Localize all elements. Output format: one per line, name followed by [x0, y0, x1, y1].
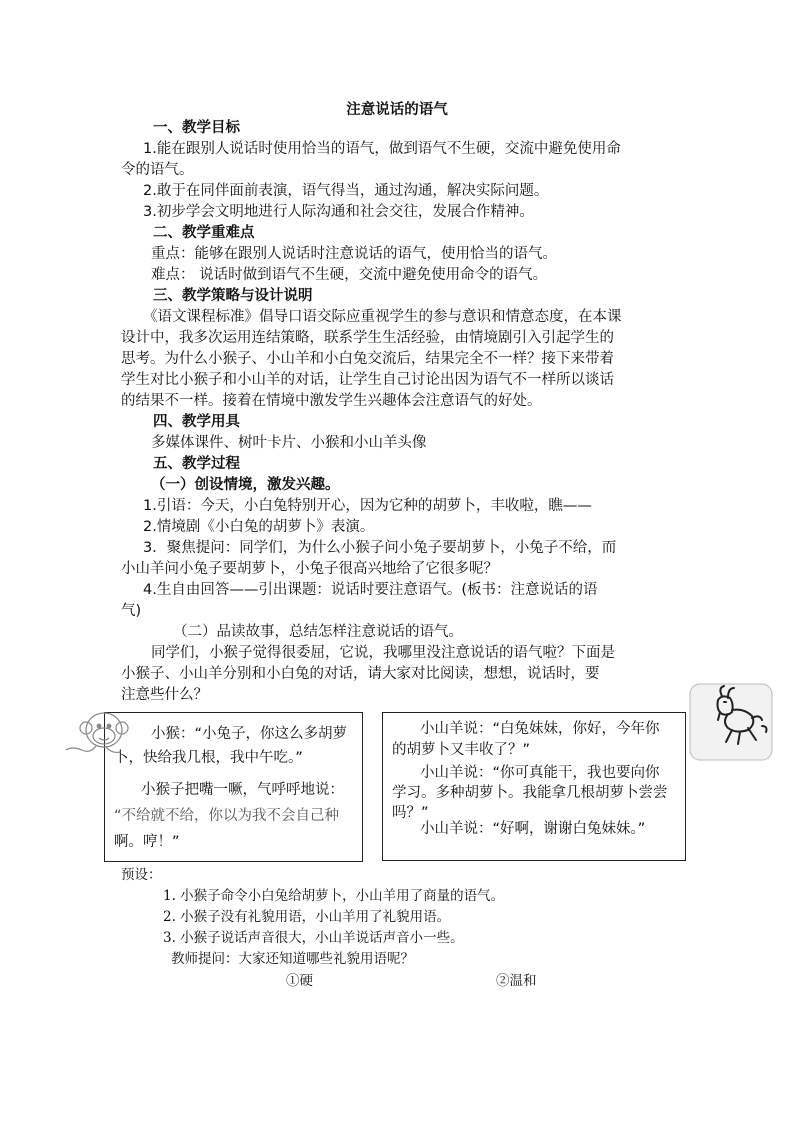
answer-option: ②温和	[496, 973, 537, 989]
process-line: 1.引语：今天，小白兔特别开心，因为它种的胡萝卜，丰收啦，瞧——	[143, 498, 592, 514]
strategy-line: 《语文课程标准》倡导口语交际应重视学生的参与意识和情意态度，在本课	[143, 309, 622, 325]
strategy-line: 设计中，我多次运用连结策略，联系学生生活经验，由情境剧引入引起学生的	[121, 330, 614, 346]
monkey-dialogue-line: 小猴：“小兔子，你这么多胡萝	[151, 726, 348, 742]
process-line: 小山羊问小兔子要胡萝卜，小兔子很高兴地给了它很多呢？	[121, 561, 498, 577]
monkey-head-icon	[62, 706, 140, 758]
preset-item: 1. 小猴子命令小白兔给胡萝卜，小山羊用了商量的语气。	[163, 888, 505, 904]
process-line: 小猴子、小山羊分别和小白兔的对话，请大家对比阅读，想想，说话时，要	[121, 666, 600, 682]
process-part1-heading: （一）创设情境，激发兴趣。	[151, 477, 340, 493]
section-heading-strategy: 三、教学策略与设计说明	[153, 288, 313, 304]
section-heading-materials: 四、教学用具	[153, 414, 240, 430]
goat-dialogue-line: 小山羊说：“白兔妹妹，你好，今年你	[420, 721, 660, 737]
process-line: 2.情境剧《小白兔的胡萝卜》表演。	[143, 519, 375, 535]
process-line: 3．聚焦提问：同学们，为什么小猴子问小兔子要胡萝卜，小兔子不给，而	[143, 540, 617, 556]
key-point-line: 重点：能够在跟别人说话时注意说话的语气，使用恰当的语气。	[151, 246, 557, 262]
strategy-line: 的结果不一样。接着在情境中激发学生兴趣体会注意语气的好处。	[121, 393, 542, 409]
monkey-dialogue-line: 小猴子把嘴一噘，气呼呼地说：	[141, 782, 344, 798]
page-title: 注意说话的语气	[346, 102, 448, 118]
section-heading-key-points: 二、教学重难点	[153, 225, 255, 241]
preset-label: 预设：	[121, 867, 162, 883]
section-heading-process: 五、教学过程	[153, 456, 240, 472]
goat-dialogue-line: 学习。多种胡萝卜。我能拿几根胡萝卜尝尝	[392, 785, 668, 801]
teacher-question: 教师提问：大家还知道哪些礼貌用语呢？	[171, 951, 414, 967]
section-heading-objectives: 一、教学目标	[153, 120, 240, 136]
strategy-line: 学生对比小猴子和小山羊的对话，让学生自己讨论出因为语气不一样所以谈话	[121, 372, 614, 388]
objective-line: 3.初步学会文明地进行人际沟通和社会交往，发展合作精神。	[143, 204, 534, 220]
answer-option: ①硬	[286, 973, 313, 989]
goat-icon	[688, 682, 774, 762]
process-line: 4.生自由回答——引出课题：说话时要注意语气。(板书：注意说话的语	[143, 582, 598, 598]
materials-line: 多媒体课件、树叶卡片、小猴和小山羊头像	[151, 435, 427, 451]
process-line: 注意些什么？	[121, 687, 208, 703]
objective-line: 2.敢于在同伴面前表演，语气得当，通过沟通，解决实际问题。	[143, 183, 549, 199]
difficult-point-line: 难点： 说话时做到语气不生硬，交流中避免使用命令的语气。	[151, 267, 548, 283]
preset-item: 3. 小猴子说话声音很大，小山羊说话声音小一些。	[163, 930, 464, 946]
monkey-dialogue-line: 啊。哼！”	[114, 834, 180, 850]
monkey-dialogue-line: “不给就不给，你以为我不会自己种	[114, 808, 340, 824]
process-line: 气)	[121, 603, 142, 619]
goat-dialogue-line: 小山羊说：“你可真能干，我也要向你	[420, 765, 660, 781]
goat-dialogue-line: 的胡萝卜又丰收了？”	[392, 742, 531, 758]
objective-line: 令的语气。	[121, 162, 194, 178]
objective-line: 1.能在跟别人说话时使用恰当的语气，做到语气不生硬，交流中避免使用命	[143, 141, 621, 157]
process-line: 同学们，小猴子觉得很委屈，它说，我哪里没注意说话的语气啦？下面是	[151, 645, 615, 661]
preset-item: 2. 小猴子没有礼貌用语，小山羊用了礼貌用语。	[163, 909, 451, 925]
monkey-dialogue-line: 卜，快给我几根，我中午吃。”	[114, 750, 303, 766]
process-part2-heading: （二）品读故事，总结怎样注意说话的语气。	[173, 624, 463, 640]
goat-dialogue-line: 小山羊说：“好啊，谢谢白兔妹妹。”	[420, 821, 646, 837]
goat-dialogue-line: 吗？”	[392, 805, 429, 821]
strategy-line: 思考。为什么小猴子、小山羊和小白兔交流后，结果完全不一样？接下来带着	[121, 351, 614, 367]
